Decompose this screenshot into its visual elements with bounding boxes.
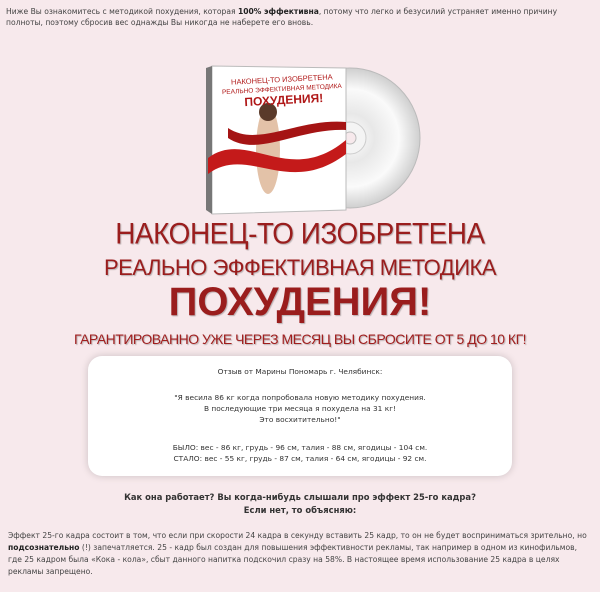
body-text-1: Эффект 25-го кадра состоит в том, что если при скорости 24 кадра в секунду вставить 25 кадр, то он не будет восприниматься зрительно, но <box>8 531 587 540</box>
stats-after: СТАЛО: вес - 55 кг, грудь - 87 см, талия - 64 см, ягодицы - 92 см. <box>173 454 427 463</box>
intro-text-1: Ниже Вы ознакомитесь с методикой похудения, которая <box>6 7 238 16</box>
cover-title-3: ПОХУДЕНИЯ! <box>244 90 324 110</box>
explanation-paragraph <box>8 530 592 578</box>
headline-line-1: НАКОНЕЦ-ТО ИЗОБРЕТЕНА <box>115 217 485 250</box>
cover-title-1: НАКОНЕЦ-ТО ИЗОБРЕТЕНА <box>230 72 333 87</box>
question-heading <box>0 491 600 517</box>
product-cover-image <box>198 58 438 218</box>
question-line-2: Если нет, то объясняю: <box>243 505 357 515</box>
stats-before: БЫЛО: вес - 86 кг, грудь - 96 см, талия - 88 см, ягодицы - 104 см. <box>172 443 428 452</box>
testimonial-quote <box>88 392 512 425</box>
intro-text-2: , потому что легко и безусилий устраняет именно причину полноты, поэтому сбросив вес однажды Вы никогда не наберете его вновь. <box>6 7 558 27</box>
quote-line-1: "Я весила 86 кг когда попробовала новую методику похудения. <box>174 393 426 402</box>
body-bold: подсознательно <box>8 543 80 552</box>
testimonial-box <box>88 356 512 476</box>
quote-line-2: В последующие три месяца я похудела на 31 кг! <box>203 404 397 413</box>
guarantee-line: ГАРАНТИРОВАННО УЖЕ ЧЕРЕЗ МЕСЯЦ ВЫ СБРОСИТЕ ОТ 5 ДО 10 КГ! <box>73 331 527 347</box>
headline-line-2: РЕАЛЬНО ЭФФЕКТИВНАЯ МЕТОДИКА <box>103 255 496 280</box>
quote-line-3: Это восхитительно!" <box>259 415 341 424</box>
body-text-2: (!) запечатляется. 25 - кадр был создан для повышения эффективности рекламы, так например в одном из кинофильмов, где 25 кадром была «Кока - кола», сбыт данного напитка подскочил сразу на 58%. В настоящее время использование 25 кадра в целях рекламы запрещено. <box>8 543 578 576</box>
intro-paragraph <box>6 6 594 28</box>
cover-title-2: РЕАЛЬНО ЭФФЕКТИВНАЯ МЕТОДИКА <box>221 82 343 97</box>
headline-line-3: ПОХУДЕНИЯ! <box>168 280 432 324</box>
testimonial-stats <box>88 442 512 464</box>
intro-bold: 100% эффективна <box>237 7 319 16</box>
testimonial-author: Отзыв от Марины Пономарь г. Челябинск: <box>217 367 383 376</box>
question-line-1: Как она работает? Вы когда-нибудь слышали про эффект 25-го кадра? <box>124 492 476 502</box>
